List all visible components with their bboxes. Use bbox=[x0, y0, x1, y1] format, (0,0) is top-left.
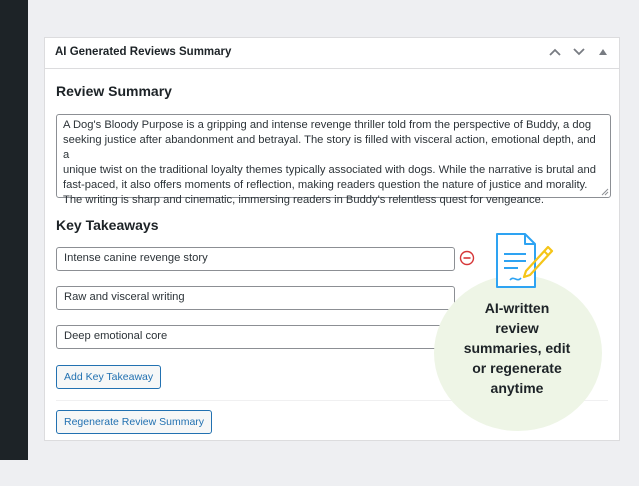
chevron-up-icon[interactable] bbox=[547, 44, 563, 60]
metabox-title: AI Generated Reviews Summary bbox=[55, 46, 232, 58]
promo-line: AI-written bbox=[484, 300, 550, 316]
promo-line: anytime bbox=[490, 380, 544, 396]
summary-line: unique twist on the traditional loyalty themes typically associated with dogs. While the narrative is brutal and bbox=[63, 164, 596, 176]
promo-line: or regenerate bbox=[472, 360, 562, 376]
summary-line: seeking justice after abandonment and betrayal. The story is filled with visceral action, emotional depth, and a bbox=[63, 134, 596, 161]
review-summary-heading: Review Summary bbox=[56, 83, 172, 99]
takeaway-input[interactable]: Deep emotional core bbox=[56, 325, 455, 349]
metabox-controls bbox=[547, 44, 611, 60]
promo-line: summaries, edit bbox=[463, 340, 571, 356]
key-takeaways-heading: Key Takeaways bbox=[56, 217, 159, 233]
add-key-takeaway-button[interactable]: Add Key Takeaway bbox=[56, 365, 161, 389]
summary-line: fast-paced, it also offers moments of reflection, making readers question the nature of justice and morality. bbox=[63, 179, 588, 191]
summary-line: The writing is sharp and cinematic, immersing readers in Buddy's relentless quest for vengeance. bbox=[63, 194, 544, 206]
document-edit-icon bbox=[490, 231, 556, 291]
admin-sidebar bbox=[0, 0, 28, 460]
resize-grip-icon[interactable] bbox=[601, 188, 609, 196]
review-summary-textarea[interactable] bbox=[56, 114, 611, 206]
takeaway-input[interactable]: Intense canine revenge story bbox=[56, 247, 455, 271]
takeaway-input[interactable]: Raw and visceral writing bbox=[56, 286, 455, 310]
promo-line: review bbox=[495, 320, 539, 336]
summary-line: A Dog's Bloody Purpose is a gripping and intense revenge thriller told from the perspective of Buddy, a dog bbox=[63, 119, 592, 131]
remove-takeaway-icon[interactable] bbox=[459, 250, 475, 266]
promo-text bbox=[446, 298, 588, 398]
regenerate-summary-button[interactable]: Regenerate Review Summary bbox=[56, 410, 212, 434]
metabox-header bbox=[45, 38, 619, 69]
chevron-down-icon[interactable] bbox=[571, 44, 587, 60]
collapse-triangle-icon[interactable] bbox=[595, 44, 611, 60]
